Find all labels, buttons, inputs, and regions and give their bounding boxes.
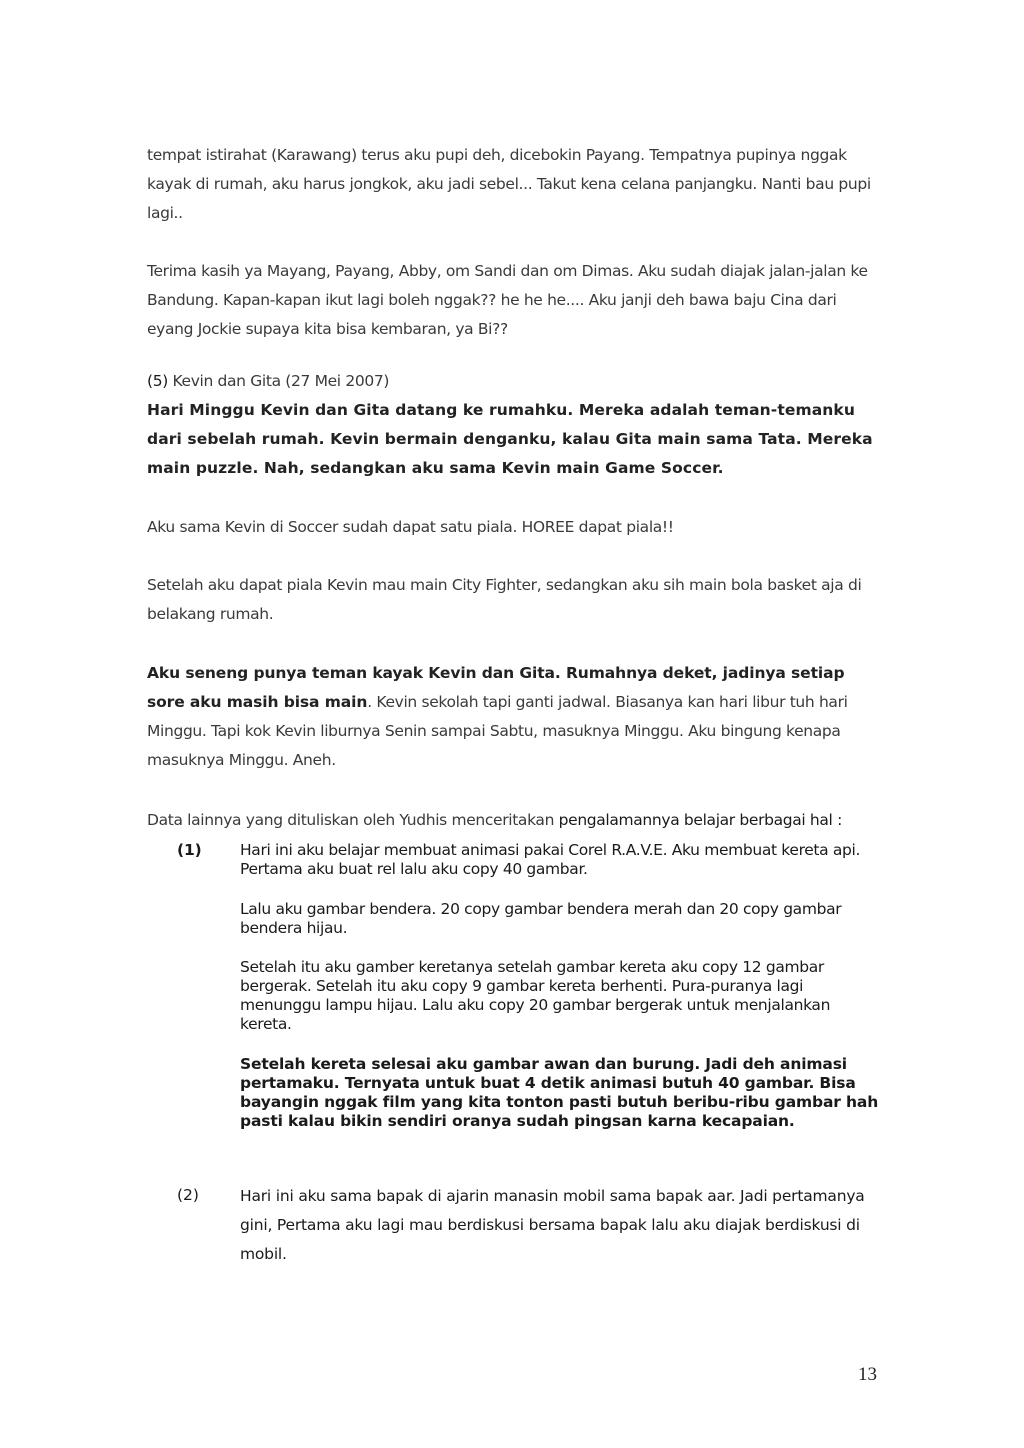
section-5-number: (5) [147, 372, 168, 390]
paragraph-kevin-gita-visit: Hari Minggu Kevin dan Gita datang ke rumahku. Mereka adalah teman-temanku dari sebelah rumah. Kevin bermain denganku, kalau Gita main sama Tata. Mereka main puzzle. Nah, sedangkan aku sama Kevin main Game Soccer. [147, 401, 873, 477]
intro-lead: Data lainnya yang dituliskan oleh Yudhis menceritakan [147, 811, 559, 829]
paragraph-soccer: Aku sama Kevin di Soccer sudah dapat satu piala. HOREE dapat piala!! [147, 518, 674, 536]
section-5-heading [147, 367, 885, 396]
paragraph-friends [147, 659, 885, 775]
intro-tail: pengalamannya belajar berbagai hal : [558, 811, 842, 829]
list-item-1-para-2: Lalu aku gambar bendera. 20 copy gambar bendera merah dan 20 copy gambar bendera hijau. [240, 900, 842, 937]
intro-line [147, 806, 885, 835]
list-item-2-para-1: Hari ini aku sama bapak di ajarin manasin mobil sama bapak aar. Jadi pertamanya gini, Pertama aku lagi mau berdiskusi bersama bapak lalu aku diajak berdiskusi di mobil. [240, 1187, 865, 1263]
list-item-2-number: (2) [177, 1186, 199, 1204]
paragraph-thanks: Terima kasih ya Mayang, Payang, Abby, om Sandi dan om Dimas. Aku sudah diajak jalan-jalan ke Bandung. Kapan-kapan ikut lagi boleh nggak?? he he he.... Aku janji deh bawa baju Cina dari eyang Jockie supaya kita bisa kembaran, ya Bi?? [147, 262, 868, 338]
list-item-1-para-3: Setelah itu aku gamber keretanya setelah gambar kereta aku copy 12 gambar bergerak. Setelah itu aku copy 9 gambar kereta berhenti. Pura-puranya lagi menunggu lampu hijau. Lalu aku copy 20 gambar bergerak untuk menjalankan kereta. [240, 958, 831, 1033]
paragraph-karawang: tempat istirahat (Karawang) terus aku pupi deh, dicebokin Payang. Tempatnya pupinya nggak kayak di rumah, aku harus jongkok, aku jadi sebel... Takut kena celana panjangku. Nanti bau pupi lagi.. [147, 146, 871, 222]
list-item-1-number: (1) [177, 841, 202, 859]
section-5-title: Kevin dan Gita (27 Mei 2007) [167, 372, 390, 390]
page-number: 13 [858, 1364, 877, 1385]
paragraph-city-fighter: Setelah aku dapat piala Kevin mau main City Fighter, sedangkan aku sih main bola basket aja di belakang rumah. [147, 576, 862, 623]
paragraph-friends-rest: . Kevin sekolah tapi ganti jadwal. Biasanya kan hari libur tuh hari Minggu. Tapi kok Kevin liburnya Senin sampai Sabtu, masuknya Minggu. Aku bingung kenapa masuknya Minggu. Aneh. [147, 693, 848, 769]
list-item-1-para-1: Hari ini aku belajar membuat animasi pakai Corel R.A.V.E. Aku membuat kereta api. Pertama aku buat rel lalu aku copy 40 gambar. [240, 841, 861, 878]
paragraph-friends-bold: Aku seneng punya teman kayak Kevin dan Gita. Rumahnya deket, jadinya setiap sore aku masih bisa main [147, 664, 845, 711]
list-item-1-para-4: Setelah kereta selesai aku gambar awan dan burung. Jadi deh animasi pertamaku. Ternyata untuk buat 4 detik animasi butuh 40 gambar. Bisa bayangin nggak film yang kita tonton pasti butuh beribu-ribu gambar hah pasti kalau bikin sendiri oranya sudah pingsan karna kecapaian. [240, 1055, 879, 1130]
